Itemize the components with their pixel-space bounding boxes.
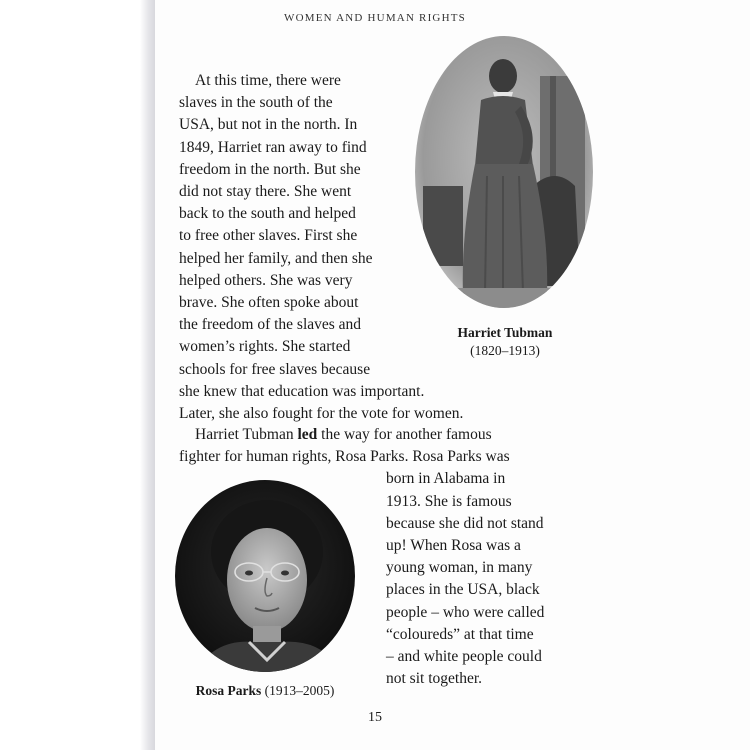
text-line: born in Alabama in (386, 470, 506, 488)
text-line: to free other slaves. First she (179, 227, 358, 245)
caption-name: Harriet Tubman (457, 325, 553, 340)
text-line: At this time, there were (195, 72, 341, 89)
text-line: brave. She often spoke about (179, 294, 359, 312)
text-line: 1913. She is famous (386, 492, 512, 510)
text-line: people – who were called (386, 603, 545, 621)
text-line: USA, but not in the north. In (179, 116, 358, 134)
text-line: up! When Rosa was a (386, 537, 521, 554)
text-line: Later, she also fought for the vote for women. (179, 405, 464, 423)
rosa-parks-photo (175, 480, 355, 672)
text-line: schools for free slaves because (179, 360, 371, 378)
caption-dates: (1913–2005) (264, 683, 335, 698)
text-line (155, 424, 510, 446)
text-line: freedom in the north. But she (179, 160, 361, 178)
text-line: she knew that education was important. (179, 382, 425, 400)
text-line: 1849, Harriet ran away to find (179, 138, 367, 156)
text-line: places in the USA, black (386, 581, 540, 599)
bold-word: led (297, 426, 318, 443)
line-suffix: the way for another famous (321, 426, 492, 443)
page-gutter (0, 0, 155, 750)
text-line: the freedom of the slaves and (179, 316, 362, 334)
text-line: slaves in the south of the (179, 94, 333, 112)
text-line: not sit together. (386, 670, 483, 688)
text-line: did not stay there. She went (179, 183, 352, 201)
text-line: – and white people could (386, 648, 542, 666)
paragraph-1 (155, 70, 463, 425)
text-line: because she did not stand (386, 514, 544, 532)
text-line: helped her family, and then she (179, 249, 373, 267)
paragraph-2 (155, 424, 510, 468)
caption-name: Rosa Parks (195, 683, 262, 698)
book-page (155, 0, 750, 750)
text-line: young woman, in many (386, 559, 533, 577)
text-line: “coloureds” at that time (386, 625, 534, 643)
harriet-tubman-photo (415, 36, 593, 308)
paragraph-2-continued (386, 468, 544, 690)
caption-dates: (1820–1913) (470, 343, 540, 358)
harriet-tubman-caption (435, 324, 575, 360)
bold-phrase-prefix: Harriet Tubman (195, 426, 294, 443)
text-line: back to the south and helped (179, 205, 356, 223)
text-line: women’s rights. She started (179, 338, 351, 356)
rosa-parks-caption (175, 682, 355, 700)
text-line: fighter for human rights, Rosa Parks. Rosa Parks was (179, 448, 510, 466)
page-number: 15 (368, 710, 382, 725)
running-head: WOMEN AND HUMAN RIGHTS (284, 12, 466, 24)
text-line: helped others. She was very (179, 271, 353, 289)
rosa-parks-portrait-image (175, 480, 355, 672)
harriet-tubman-portrait-image (415, 36, 593, 308)
